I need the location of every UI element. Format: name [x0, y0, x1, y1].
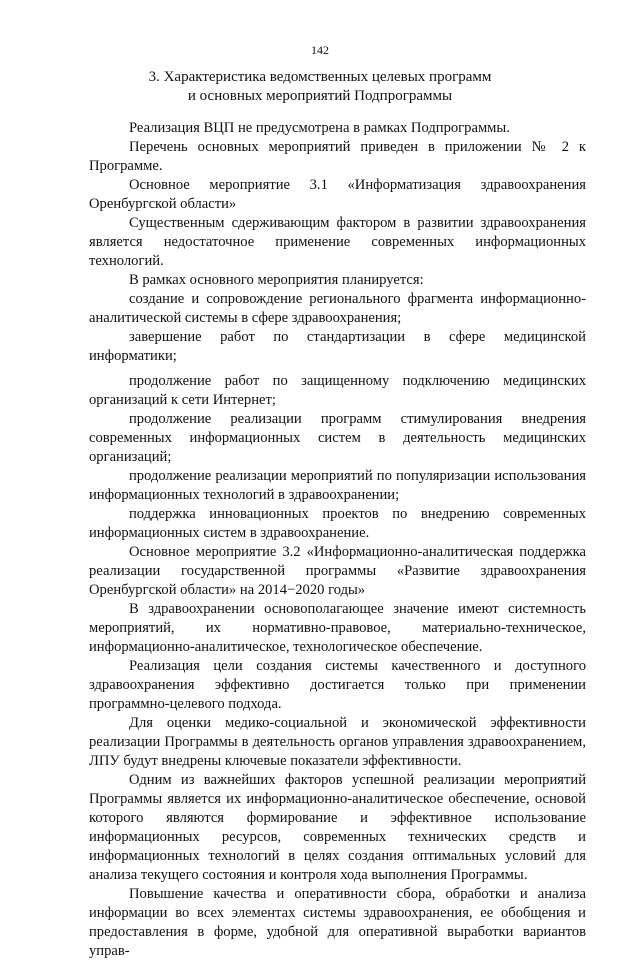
paragraph: Основное мероприятие 3.2 «Информационно-аналитическая поддержка реализации государственной программы «Развитие здравоохранения Оренбургской области» на 2014−2020 годы» [89, 544, 586, 598]
paragraph: продолжение реализации программ стимулирования внедрения современных информационных систем в деятельность медицинских организаций; [89, 411, 586, 465]
paragraph: Одним из важнейших факторов успешной реализации мероприятий Программы является их информационно-аналитическое обеспечение, основой которого являются формирование и эффективное использование информационных ресурсов, современных технических средств и информационных технологий в целях создания оптимальных условий для анализа текущего состояния и контроля хода выполнения Программы. [89, 772, 586, 883]
paragraph: поддержка инновационных проектов по внедрению современных информационных систем в здравоохранение. [89, 506, 586, 541]
section-heading [90, 68, 550, 106]
paragraph: создание и сопровождение регионального фрагмента информационно-аналитической системы в сфере здравоохранения; [89, 291, 586, 326]
paragraph: Для оценки медико-социальной и экономической эффективности реализации Программы в деятельность органов управления здравоохранением, ЛПУ будут внедрены ключевые показатели эффективности. [89, 715, 586, 769]
paragraph: Перечень основных мероприятий приведен в приложении № 2 к Программе. [89, 139, 586, 174]
section-heading-line-1: 3. Характеристика ведомственных целевых программ [148, 69, 492, 85]
section-heading-line-2: и основных мероприятий Подпрограммы [187, 88, 453, 104]
paragraph: завершение работ по стандартизации в сфере медицинской информатики; [89, 329, 586, 364]
paragraph: Реализация ВЦП не предусмотрена в рамках Подпрограммы. [129, 120, 510, 136]
paragraph: В здравоохранении основополагающее значение имеют системность мероприятий, их нормативно-правовое, материально-техническое, информационно-аналитическое, технологическое обеспечение. [89, 601, 586, 655]
paragraph: Основное мероприятие 3.1 «Информатизация здравоохранения Оренбургской области» [89, 177, 586, 212]
document-body [89, 119, 586, 961]
paragraph: Существенным сдерживающим фактором в развитии здравоохранения является недостаточное применение современных информационных технологий. [89, 215, 586, 269]
paragraph: В рамках основного мероприятия планируется: [129, 272, 424, 288]
paragraph: продолжение работ по защищенному подключению медицинских организаций к сети Интернет; [89, 373, 586, 408]
paragraph: Реализация цели создания системы качественного и доступного здравоохранения эффективно достигается только при применении программно-целевого подхода. [89, 658, 586, 712]
paragraph: Повышение качества и оперативности сбора, обработки и анализа информации во всех элементах системы здравоохранения, ее обобщения и предоставления в форме, удобной для оперативной выработки вариантов управ- [89, 886, 586, 959]
page-number: 142 [311, 43, 329, 57]
paragraph: продолжение реализации мероприятий по популяризации использования информационных технологий в здравоохранении; [89, 468, 586, 503]
